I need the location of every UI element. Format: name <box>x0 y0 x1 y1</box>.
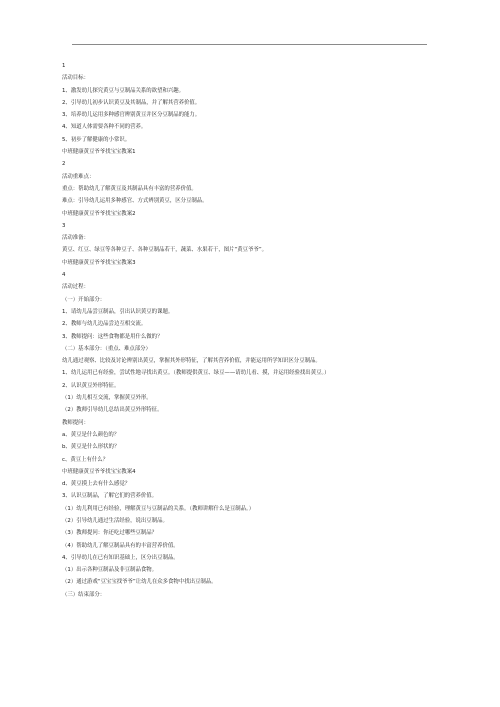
text-line: （4）帮助幼儿了解豆制品具有的丰富营养价值。 <box>62 542 179 549</box>
text-line: 1、幼儿运用已有经验，尝试性地寻找出黄豆。（教师提供黄豆、绿豆——请幼儿看、摸，并运用经验找出黄豆。） <box>62 370 330 377</box>
text-line: 4、知道人体需要各种不同的营养。 <box>62 124 147 131</box>
text-line: 黄豆、红豆、绿豆等各种豆子、各种豆制品若干，蔬菜、水果若干，图片“黄豆爷爷”。 <box>62 247 268 254</box>
text-line: 2、引导幼儿初步认识黄豆及其制品，并了解其营养价值。 <box>62 99 201 106</box>
text-line: 中班健康黄豆爷爷找宝宝教案4 <box>62 468 136 475</box>
text-line: 活动目标： <box>62 75 89 82</box>
text-line: 1、请幼儿品尝豆制品，引出认识黄豆的课题。 <box>62 308 174 315</box>
text-line: 3、培养幼儿运用多种感官辨别黄豆并区分豆制品的能力。 <box>62 112 201 119</box>
text-line: 难点：引导幼儿运用多种感官、方式辨别黄豆，区分豆制品。 <box>62 198 208 205</box>
text-line: b、黄豆是什么形状的？ <box>62 444 120 451</box>
text-line: 活动准备： <box>62 235 89 242</box>
text-line: 2、认识黄豆外形特征。 <box>62 382 120 389</box>
text-line: （2）教师引导幼儿总结出黄豆外形特征。 <box>62 407 163 414</box>
text-line: 3、认识豆制品，了解它们的营养价值。 <box>62 493 158 500</box>
text-line: 活动重难点： <box>62 173 95 180</box>
text-line: （2）引导幼儿通过生活经验，说出豆制品。 <box>62 517 168 524</box>
header-rule <box>72 44 427 45</box>
text-line: （三）结束部分： <box>62 591 106 598</box>
text-line: （1）出示各种豆制品及非豆制品食物。 <box>62 567 158 574</box>
text-line: （2）通过游戏“豆宝宝找爷爷”让幼儿在众多食物中找出豆制品。 <box>62 579 217 586</box>
text-line: 4、引导幼儿在已有知识基础上，区分出豆制品。 <box>62 554 179 561</box>
text-line: 5、初步了解健康的小常识。 <box>62 136 131 143</box>
text-line: 3 <box>62 222 66 229</box>
text-line: （1）幼儿相互交流，掌握黄豆外形。 <box>62 395 152 402</box>
text-line: 2、教师与幼儿边品尝边互相交流。 <box>62 321 147 328</box>
text-line: 中班健康黄豆爷爷找宝宝教案2 <box>62 210 136 217</box>
text-line: （一）开始部分： <box>62 296 106 303</box>
document-body <box>62 60 442 601</box>
text-line: 1 <box>62 63 66 69</box>
text-line: （1）幼儿利用已有经验，理解黄豆与豆制品的关系。（教师讲解什么是豆制品。） <box>62 505 255 512</box>
text-line: 中班健康黄豆爷爷找宝宝教案3 <box>62 259 136 266</box>
text-line: （二）基本部分：（重点、难点部分） <box>62 345 151 352</box>
text-line: （3）教师提问：你还吃过哪些豆制品？ <box>62 530 158 537</box>
text-line: 幼儿通过观察、比较及讨论辨别出黄豆，掌握其外形特征，了解其营养价值，并能运用所学知识区分豆制品。 <box>62 358 321 365</box>
text-line: d、黄豆摸上去有什么感觉？ <box>62 481 131 488</box>
text-line: 2 <box>62 161 66 168</box>
text-line: a、黄豆是什么颜色的？ <box>62 431 120 438</box>
text-line: 3、教师提问：这些食物都是用什么做的？ <box>62 333 163 340</box>
text-line: 重点：帮助幼儿了解黄豆及其制品具有丰富的营养价值。 <box>62 185 197 192</box>
text-line: 教师提问： <box>62 419 89 426</box>
text-line: 活动过程： <box>62 284 89 291</box>
text-line: 1、激发幼儿探究黄豆与豆制品关系的欲望和兴趣。 <box>62 87 185 94</box>
text-line: 中班健康黄豆爷爷找宝宝教案1 <box>62 149 136 156</box>
text-line: 4 <box>62 272 66 279</box>
text-line: c、黄豆上有什么？ <box>62 456 109 463</box>
